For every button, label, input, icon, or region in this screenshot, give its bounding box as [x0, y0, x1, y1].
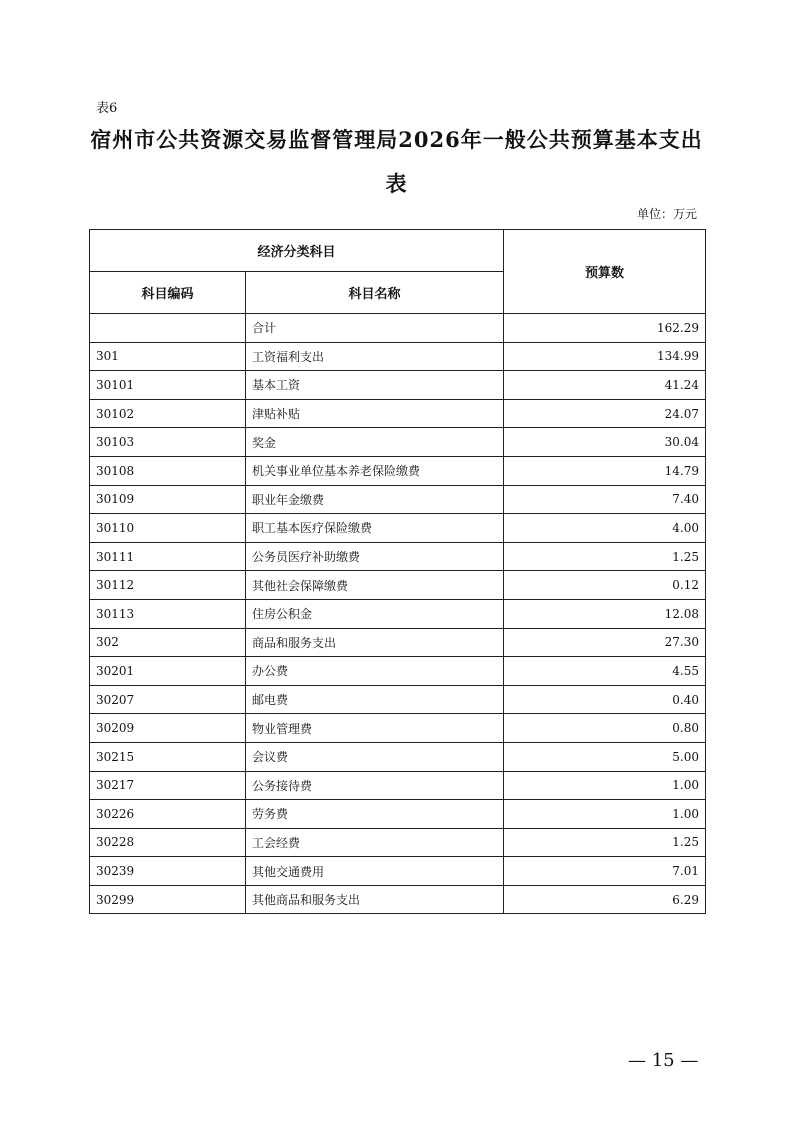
- subject-code-cell: 30299: [90, 885, 246, 914]
- budget-amount-cell: 1.00: [504, 800, 706, 829]
- table-row: [90, 714, 706, 743]
- table-row: [90, 456, 706, 485]
- budget-amount-cell: 12.08: [504, 599, 706, 628]
- subject-code-cell: 30215: [90, 742, 246, 771]
- subject-code-cell: 30113: [90, 599, 246, 628]
- table-row: [90, 371, 706, 400]
- header-budget-amount: 预算数: [504, 230, 706, 314]
- budget-amount-cell: 162.29: [504, 314, 706, 343]
- budget-amount-cell: 0.12: [504, 571, 706, 600]
- subject-name-cell: 津贴补贴: [246, 399, 504, 428]
- subject-name-cell: 劳务费: [246, 800, 504, 829]
- header-subject-code: 科目编码: [90, 272, 246, 314]
- budget-amount-cell: 6.29: [504, 885, 706, 914]
- unit-label: 单位：万元: [636, 207, 697, 221]
- subject-name-cell: 商品和服务支出: [246, 628, 504, 657]
- budget-table: [89, 229, 706, 914]
- subject-code-cell: 30228: [90, 828, 246, 857]
- subject-name-cell: 邮电费: [246, 685, 504, 714]
- subject-code-cell: 30239: [90, 857, 246, 886]
- budget-amount-cell: 0.40: [504, 685, 706, 714]
- subject-code-cell: 30101: [90, 371, 246, 400]
- subject-name-cell: 职工基本医疗保险缴费: [246, 514, 504, 543]
- budget-amount-cell: 4.55: [504, 657, 706, 686]
- table-row: [90, 771, 706, 800]
- subject-name-cell: 基本工资: [246, 371, 504, 400]
- table-row: [90, 514, 706, 543]
- table-row: [90, 542, 706, 571]
- table-row: [90, 314, 706, 343]
- budget-amount-cell: 1.25: [504, 542, 706, 571]
- subject-code-cell: 30108: [90, 456, 246, 485]
- subject-code-cell: 30102: [90, 399, 246, 428]
- table-row: [90, 485, 706, 514]
- table-row: [90, 742, 706, 771]
- table-row: [90, 599, 706, 628]
- subject-name-cell: 其他交通费用: [246, 857, 504, 886]
- subject-code-cell: 30109: [90, 485, 246, 514]
- subject-code-cell: 30103: [90, 428, 246, 457]
- subject-name-cell: 奖金: [246, 428, 504, 457]
- table-row: [90, 657, 706, 686]
- table-row: [90, 628, 706, 657]
- budget-amount-cell: 14.79: [504, 456, 706, 485]
- budget-amount-cell: 27.30: [504, 628, 706, 657]
- subject-name-cell: 职业年金缴费: [246, 485, 504, 514]
- budget-amount-cell: 30.04: [504, 428, 706, 457]
- subject-name-cell: 合计: [246, 314, 504, 343]
- subject-code-cell: 30201: [90, 657, 246, 686]
- subject-code-cell: 30111: [90, 542, 246, 571]
- subject-code-cell: 30217: [90, 771, 246, 800]
- table-row: [90, 428, 706, 457]
- subject-name-cell: 机关事业单位基本养老保险缴费: [246, 456, 504, 485]
- budget-amount-cell: 1.25: [504, 828, 706, 857]
- subject-name-cell: 会议费: [246, 742, 504, 771]
- table-label: 表6: [96, 101, 118, 116]
- subject-code-cell: 302: [90, 628, 246, 657]
- subject-name-cell: 物业管理费: [246, 714, 504, 743]
- document-title-continued: 表: [385, 171, 408, 196]
- table-row: [90, 342, 706, 371]
- budget-amount-cell: 24.07: [504, 399, 706, 428]
- subject-code-cell: 30112: [90, 571, 246, 600]
- subject-name-cell: 工会经费: [246, 828, 504, 857]
- subject-name-cell: 住房公积金: [246, 599, 504, 628]
- subject-name-cell: 其他社会保障缴费: [246, 571, 504, 600]
- subject-code-cell: [90, 314, 246, 343]
- budget-amount-cell: 1.00: [504, 771, 706, 800]
- subject-code-cell: 301: [90, 342, 246, 371]
- table-row: [90, 685, 706, 714]
- table-row: [90, 800, 706, 829]
- table-row: [90, 885, 706, 914]
- budget-amount-cell: 7.40: [504, 485, 706, 514]
- table-row: [90, 828, 706, 857]
- budget-amount-cell: 5.00: [504, 742, 706, 771]
- header-row-group: [90, 230, 706, 272]
- document-title: 宿州市公共资源交易监督管理局2026年一般公共预算基本支出: [90, 127, 703, 152]
- subject-name-cell: 公务员医疗补助缴费: [246, 542, 504, 571]
- subject-name-cell: 工资福利支出: [246, 342, 504, 371]
- budget-amount-cell: 4.00: [504, 514, 706, 543]
- header-economic-classification: 经济分类科目: [90, 230, 504, 272]
- page-number: — 15 —: [628, 1050, 699, 1071]
- budget-amount-cell: 0.80: [504, 714, 706, 743]
- budget-amount-cell: 41.24: [504, 371, 706, 400]
- subject-name-cell: 办公费: [246, 657, 504, 686]
- subject-name-cell: 公务接待费: [246, 771, 504, 800]
- budget-amount-cell: 134.99: [504, 342, 706, 371]
- subject-code-cell: 30226: [90, 800, 246, 829]
- subject-name-cell: 其他商品和服务支出: [246, 885, 504, 914]
- header-subject-name: 科目名称: [246, 272, 504, 314]
- table-body: [90, 314, 706, 914]
- budget-amount-cell: 7.01: [504, 857, 706, 886]
- table-row: [90, 571, 706, 600]
- subject-code-cell: 30207: [90, 685, 246, 714]
- subject-code-cell: 30110: [90, 514, 246, 543]
- table-row: [90, 857, 706, 886]
- table-row: [90, 399, 706, 428]
- subject-code-cell: 30209: [90, 714, 246, 743]
